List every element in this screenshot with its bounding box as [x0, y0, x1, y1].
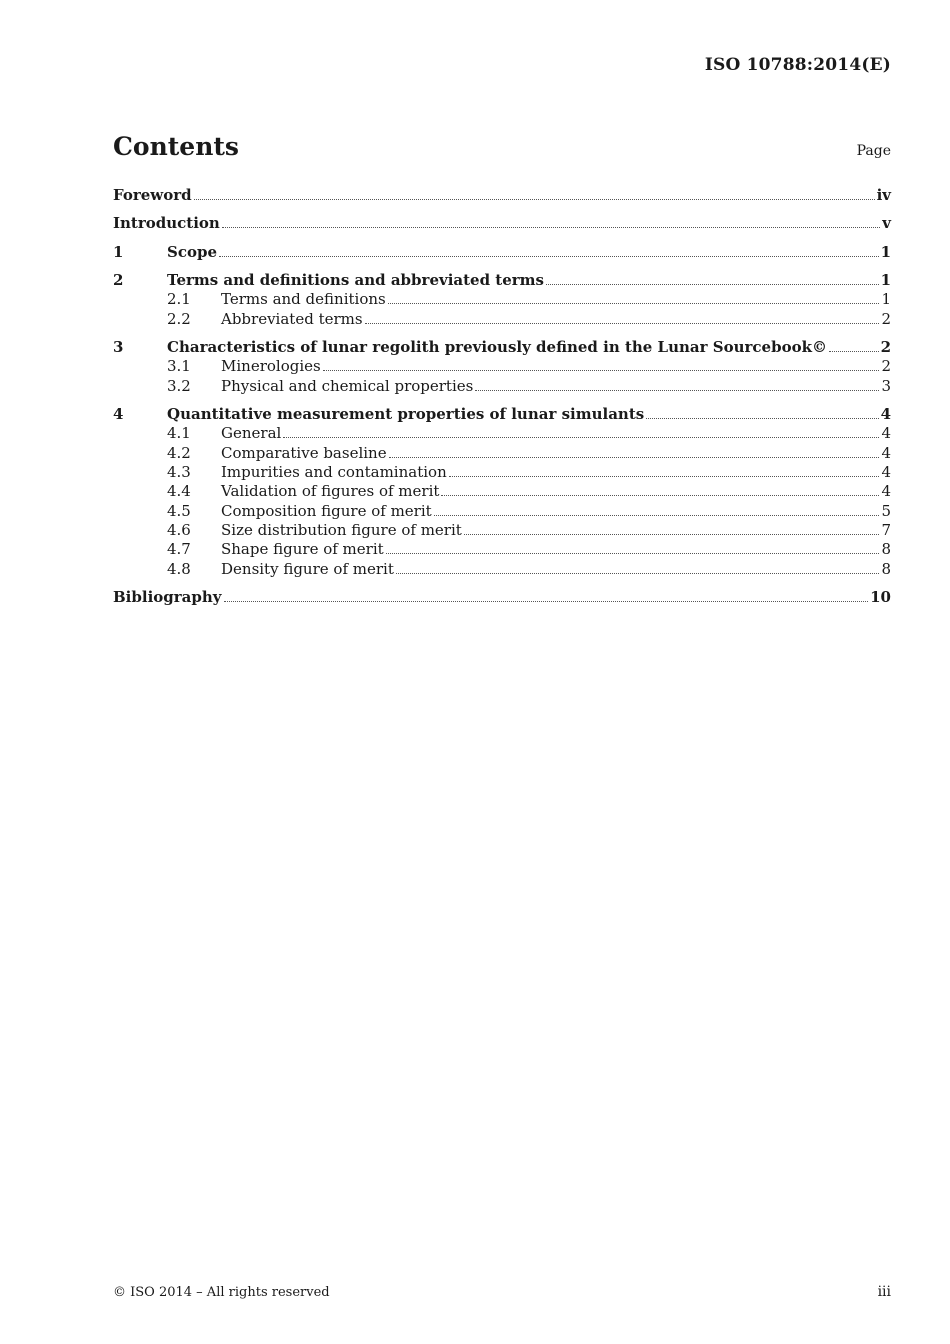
toc-entry-title: Foreword: [113, 186, 192, 204]
toc-entry-impurities[interactable]: [113, 461, 891, 481]
toc-entry-introduction[interactable]: [113, 212, 891, 232]
toc-entry-physical-chemical[interactable]: [113, 375, 891, 395]
toc-entry-title: Size distribution figure of merit: [221, 521, 462, 539]
toc-entry-title: Validation of figures of merit: [221, 482, 440, 500]
document-id: ISO 10788:2014(E): [704, 55, 891, 75]
toc-entry-title: Terms and definitions and abbreviated terms: [167, 271, 544, 289]
dot-leader: [323, 369, 880, 371]
dot-leader: [475, 389, 879, 391]
toc-entry-title: Density figure of merit: [221, 560, 394, 578]
toc-entry-page: 3: [881, 377, 891, 395]
dot-leader: [386, 552, 880, 554]
toc-entry-title: Introduction: [113, 214, 220, 232]
contents-heading: Contents: [113, 132, 240, 161]
toc-entry-number: 4.5: [167, 502, 191, 520]
toc-entry-abbreviated-terms[interactable]: [113, 308, 891, 328]
dot-leader: [546, 283, 879, 285]
toc-entry-title: Quantitative measurement properties of lunar simulants: [167, 405, 645, 423]
toc-entry-page: 5: [881, 502, 891, 520]
toc-entry-title: Scope: [167, 243, 218, 261]
toc-entry-page: 10: [870, 588, 891, 606]
toc-entry-number: 2.2: [167, 310, 191, 328]
toc-entry-title: Minerologies: [221, 357, 321, 375]
toc-entry-number: 3.1: [167, 357, 191, 375]
toc-entry-number: 4: [113, 405, 124, 423]
dot-leader: [222, 226, 880, 228]
toc-entry-number: 4.7: [167, 540, 191, 558]
dot-leader: [224, 600, 869, 602]
toc-entry-number: 4.1: [167, 424, 191, 442]
toc-entry-characteristics[interactable]: [113, 336, 891, 356]
toc-entry-page: 2: [880, 338, 891, 356]
toc-entry-number: 4.2: [167, 444, 191, 462]
toc-entry-number: 4.3: [167, 463, 191, 481]
toc-entry-number: 3.2: [167, 377, 191, 395]
toc-entry-title: Abbreviated terms: [221, 310, 363, 328]
toc-entry-title: Comparative baseline: [221, 444, 387, 462]
dot-leader: [449, 475, 880, 477]
toc-entry-composition[interactable]: [113, 500, 891, 520]
toc-entry-number: 4.8: [167, 560, 191, 578]
toc-entry-number: 4.6: [167, 521, 191, 539]
toc-entry-title: Physical and chemical properties: [221, 377, 474, 395]
toc-entry-foreword[interactable]: [113, 184, 891, 204]
page-column-label: Page: [856, 143, 891, 159]
dot-leader: [194, 198, 875, 200]
toc-entry-number: 1: [113, 243, 124, 261]
toc-entry-page: 2: [881, 357, 891, 375]
toc-entry-terms[interactable]: [113, 269, 891, 289]
toc-entry-comparative-baseline[interactable]: [113, 442, 891, 462]
toc-entry-bibliography[interactable]: [113, 586, 891, 606]
dot-leader: [441, 494, 879, 496]
toc-entry-shape[interactable]: [113, 538, 891, 558]
dot-leader: [829, 350, 879, 352]
dot-leader: [389, 456, 880, 458]
toc-entry-title: Terms and definitions: [221, 290, 386, 308]
toc-entry-general[interactable]: [113, 422, 891, 442]
toc-entry-page: 2: [881, 310, 891, 328]
toc-entry-size-distribution[interactable]: [113, 519, 891, 539]
copyright-notice: © ISO 2014 – All rights reserved: [113, 1285, 330, 1300]
toc-entry-title: Characteristics of lunar regolith previously defined in the Lunar Sourcebook©: [167, 338, 827, 356]
toc-entry-number: 3: [113, 338, 124, 356]
toc-entry-title: Impurities and contamination: [221, 463, 447, 481]
toc-entry-page: 8: [881, 560, 891, 578]
dot-leader: [219, 255, 879, 257]
toc-entry-title: Bibliography: [113, 588, 222, 606]
toc-entry-title: Composition figure of merit: [221, 502, 432, 520]
toc-entry-page: 4: [881, 482, 891, 500]
dot-leader: [396, 572, 880, 574]
toc-entry-page: 4: [881, 463, 891, 481]
toc-entry-page: 7: [881, 521, 891, 539]
toc-entry-quantitative[interactable]: [113, 403, 891, 423]
toc-entry-page: 1: [880, 271, 891, 289]
toc-entry-page: 4: [881, 444, 891, 462]
page-number: iii: [877, 1284, 891, 1300]
toc-entry-title: Shape figure of merit: [221, 540, 384, 558]
toc-entry-page: 1: [881, 290, 891, 308]
dot-leader: [646, 417, 878, 419]
toc-entry-minerologies[interactable]: [113, 355, 891, 375]
dot-leader: [434, 514, 880, 516]
toc-entry-number: 2.1: [167, 290, 191, 308]
dot-leader: [464, 533, 880, 535]
dot-leader: [365, 322, 880, 324]
toc-entry-number: 4.4: [167, 482, 191, 500]
toc-entry-validation[interactable]: [113, 480, 891, 500]
toc-entry-scope[interactable]: [113, 241, 891, 261]
dot-leader: [283, 436, 879, 438]
toc-entry-density[interactable]: [113, 558, 891, 578]
toc-entry-page: 1: [880, 243, 891, 261]
toc-entry-number: 2: [113, 271, 124, 289]
dot-leader: [388, 302, 880, 304]
toc-entry-page: v: [882, 214, 891, 232]
toc-entry-page: 4: [881, 424, 891, 442]
toc-entry-page: 4: [880, 405, 891, 423]
toc-entry-title: General: [221, 424, 282, 442]
toc-entry-page: iv: [876, 186, 891, 204]
toc-entry-terms-definitions[interactable]: [113, 288, 891, 308]
toc-entry-page: 8: [881, 540, 891, 558]
